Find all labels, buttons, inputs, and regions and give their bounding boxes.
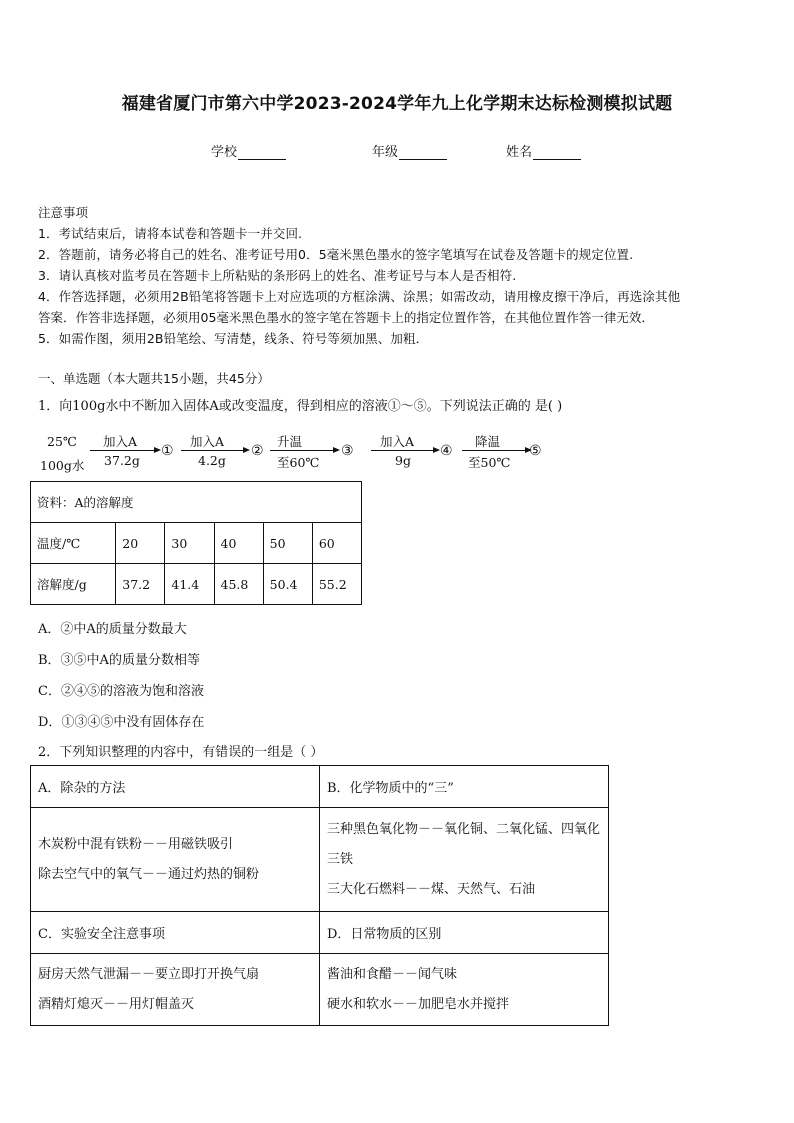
note-item: 3．请认真核对监考员在答题卡上所粘贴的条形码上的姓名、准考证号与本人是否相符. [38, 268, 517, 283]
cell-b-head[interactable]: B．化学物质中的“三” [320, 766, 609, 808]
option-a[interactable]: A．②中A的质量分数最大 [38, 622, 187, 637]
flow-arrowhead-4 [433, 447, 440, 453]
knowledge-table [30, 765, 609, 1026]
name-label: 姓名 [506, 145, 533, 160]
grade-label: 年级 [372, 145, 399, 160]
cell-line: 木炭粉中混有铁粉－－用磁铁吸引 [38, 836, 234, 852]
flow-start-temp: 25℃ [47, 434, 77, 449]
table-cell: 50 [263, 523, 312, 564]
solubility-table [30, 481, 362, 605]
flow-result-5: ⑤ [529, 443, 542, 459]
cell-line: 三铁 [327, 851, 354, 867]
cell-c-head[interactable]: C．实验安全注意事项 [31, 912, 320, 954]
table-cell: 50.4 [263, 564, 312, 605]
page-title: 福建省厦门市第六中学2023-2024学年九上化学期末达标检测模拟试题 [121, 94, 673, 114]
cell-a-head[interactable]: A．除杂的方法 [31, 766, 320, 808]
section-heading: 一、单选题（本大题共15小题，共45分） [38, 371, 270, 386]
note-item: 1．考试结束后，请将本试卷和答题卡一并交回. [38, 226, 303, 241]
cell-a-body [31, 808, 320, 912]
cell-line: 三种黑色氧化物－－氧化铜、二氧化锰、四氧化 [327, 821, 601, 837]
flow-step-5-bottom: 至50℃ [468, 455, 511, 470]
cell-line: 酒精灯熄灭－－用灯帽盖灭 [38, 996, 195, 1012]
flow-arrowhead-3 [333, 447, 340, 453]
name-blank[interactable] [533, 145, 581, 160]
table-cell: 60 [312, 523, 361, 564]
note-item: 2．答题前，请务必将自己的姓名、准考证号用0．5毫米黑色墨水的签字笔填写在试卷及答题卡的规定位置. [38, 247, 634, 262]
cell-d-body [320, 954, 609, 1026]
question-1-stem: 1．向100g水中不断加入固体A或改变温度，得到相应的溶液①～⑤。下列说法正确的 是( ) [38, 399, 563, 414]
row-label: 溶解度/g [31, 564, 116, 605]
cell-line: 硬水和软水－－加肥皂水并搅拌 [327, 996, 510, 1012]
cell-d-head[interactable]: D．日常物质的区别 [320, 912, 609, 954]
flow-step-3-top: 升温 [277, 434, 303, 449]
table-cell: 40 [214, 523, 263, 564]
table-cell: 41.4 [165, 564, 214, 605]
flow-arrowhead-1 [154, 447, 161, 453]
name-field[interactable] [506, 141, 581, 160]
flow-arrow-3 [270, 450, 334, 451]
table-row [31, 523, 362, 564]
school-label: 学校 [211, 145, 238, 160]
option-c[interactable]: C．②④⑤的溶液为饱和溶液 [38, 684, 204, 699]
grade-field[interactable] [372, 141, 447, 160]
flow-result-4: ④ [440, 443, 453, 459]
flow-step-2-top: 加入A [190, 434, 225, 449]
question-2-stem: 2．下列知识整理的内容中，有错误的一组是（ ） [38, 745, 324, 760]
cell-line: 三大化石燃料－－煤、天然气、石油 [327, 881, 536, 897]
option-b[interactable]: B．③⑤中A的质量分数相等 [38, 653, 200, 668]
grade-blank[interactable] [399, 145, 447, 160]
school-blank[interactable] [238, 145, 286, 160]
cell-c-body [31, 954, 320, 1026]
cell-line: 厨房天然气泄漏－－要立即打开换气扇 [38, 966, 260, 982]
flow-step-4-bottom: 9g [395, 453, 411, 468]
flow-step-1-top: 加入A [103, 434, 138, 449]
option-d[interactable]: D．①③④⑤中没有固体存在 [38, 715, 205, 730]
table-row [31, 564, 362, 605]
cell-line: 酱油和食醋－－闻气味 [327, 966, 458, 982]
flow-step-4-top: 加入A [380, 434, 415, 449]
row-label: 温度/℃ [31, 523, 116, 564]
flow-arrow-4 [371, 450, 434, 451]
flow-result-1: ① [161, 443, 174, 459]
table-cell: 37.2 [116, 564, 165, 605]
flow-start-water: 100g水 [40, 458, 85, 473]
flow-result-3: ③ [341, 443, 354, 459]
flow-arrow-5 [462, 450, 526, 451]
flow-step-5-top: 降温 [475, 434, 501, 449]
note-item: 4．作答选择题，必须用2B铅笔将答题卡上对应选项的方框涂满、涂黑；如需改动，请用橡皮擦干净后，再选涂其他 [38, 289, 681, 304]
table-cell: 45.8 [214, 564, 263, 605]
school-field[interactable] [211, 141, 286, 160]
flow-step-2-bottom: 4.2g [198, 453, 226, 468]
table-cell: 20 [116, 523, 165, 564]
flow-step-1-bottom: 37.2g [104, 453, 140, 468]
cell-line: 除去空气中的氧气－－通过灼热的铜粉 [38, 866, 260, 882]
note-item: 5．如需作图，须用2B铅笔绘、写清楚，线条、符号等须加黑、加粗． [38, 331, 429, 346]
solubility-table-caption: 资料：A的溶解度 [31, 482, 362, 523]
flow-arrow-1 [90, 450, 155, 451]
table-cell: 55.2 [312, 564, 361, 605]
flow-step-3-bottom: 至60℃ [277, 455, 320, 470]
flow-result-2: ② [251, 443, 264, 459]
table-cell: 30 [165, 523, 214, 564]
flow-arrow-2 [181, 450, 244, 451]
cell-b-body [320, 808, 609, 912]
note-item-continued: 答案．作答非选择题，必须用05毫米黑色墨水的签字笔在答题卡上的指定位置作答，在其他位置作答一律无效． [38, 310, 654, 325]
notes-heading: 注意事项 [38, 205, 89, 220]
flow-arrowhead-2 [243, 447, 250, 453]
